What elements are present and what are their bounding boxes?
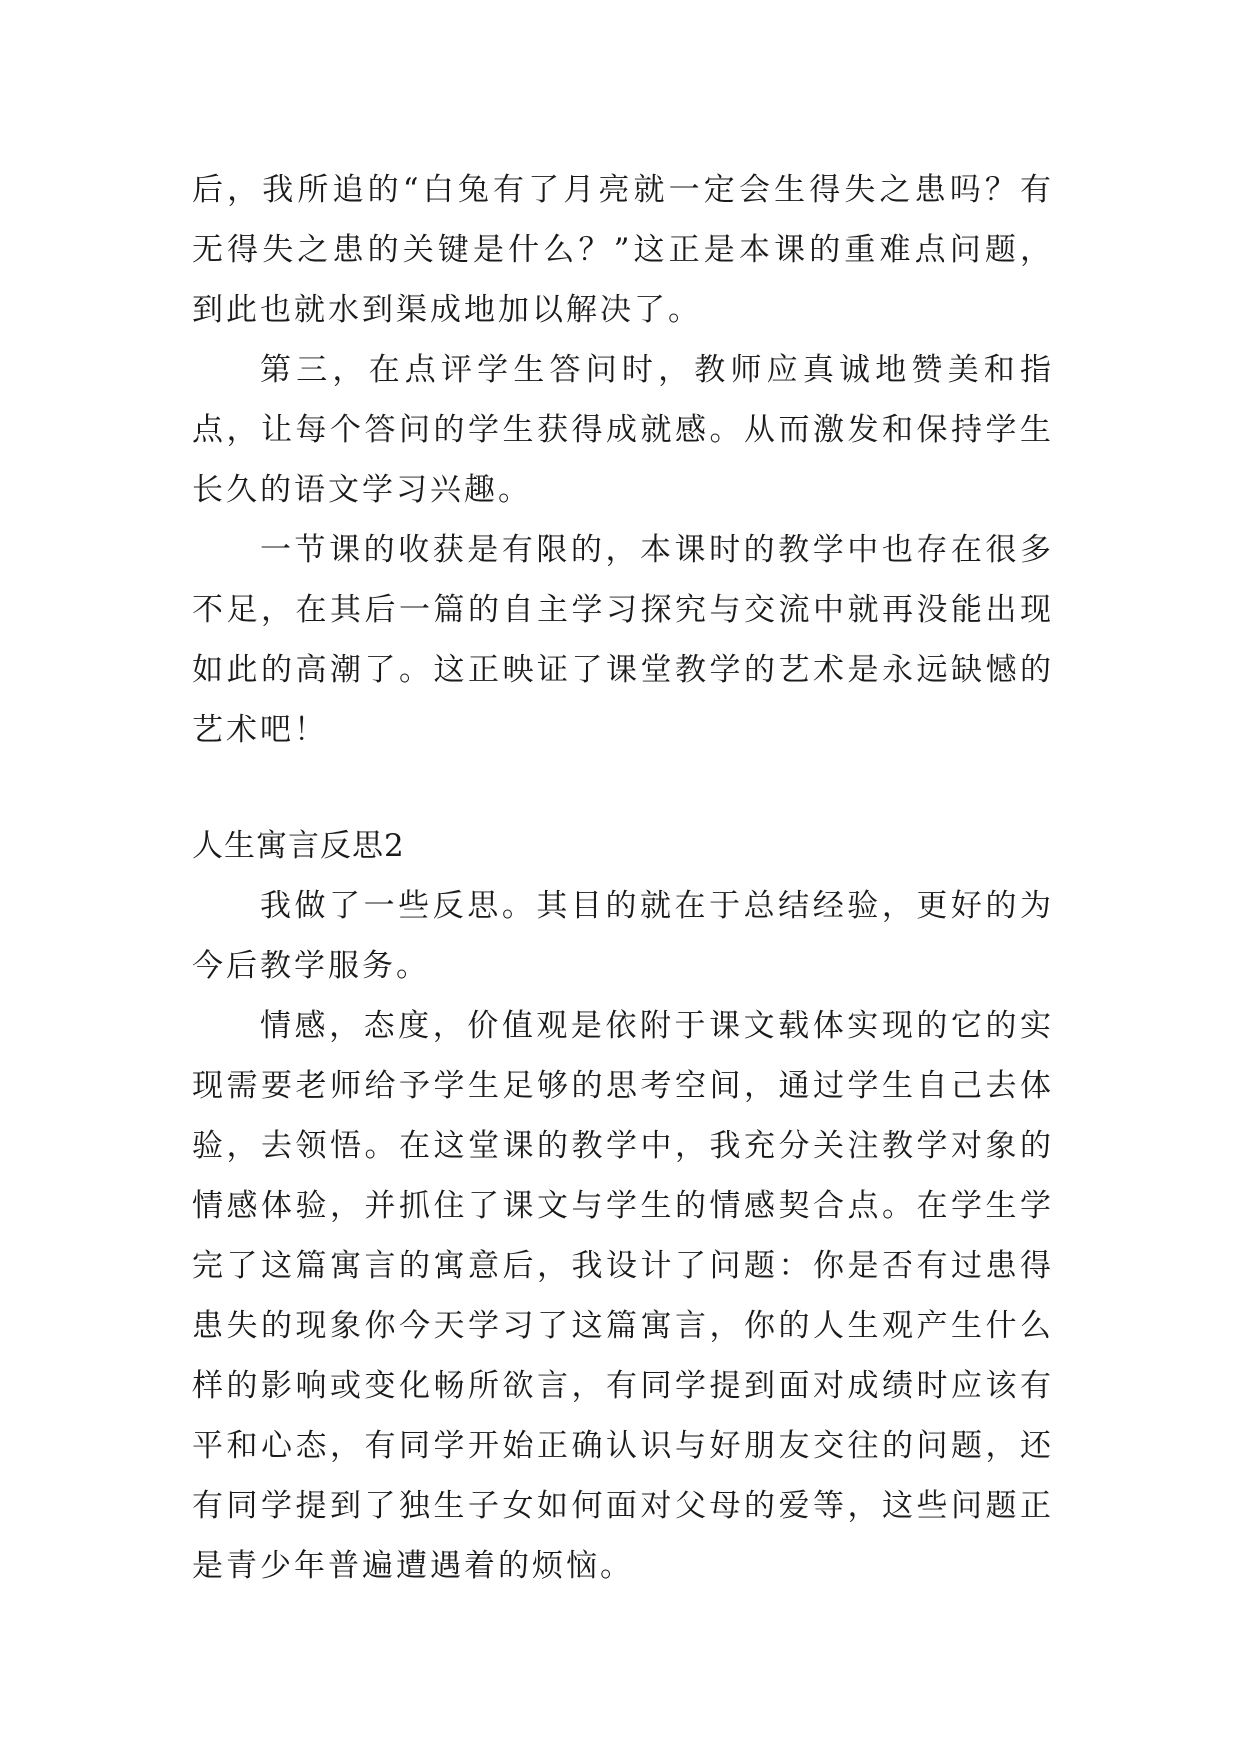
section-heading: 人生寓言反思2	[192, 828, 405, 864]
paragraph-conclusion: 一节课的收获是有限的，本课时的教学中也存在很多不足，在其后一篇的自主学习探究与交流中就再没能出现如此的高潮了。这正映证了课堂教学的艺术是永远缺憾的艺术吧！	[192, 532, 1054, 748]
paragraph-reflection-intro: 我做了一些反思。其目的就在于总结经验，更好的为今后教学服务。	[192, 888, 1054, 984]
paragraph-continuation: 后，我所追的“白兔有了月亮就一定会生得失之患吗？有无得失之患的关键是什么？”这正是本课的重难点问题，到此也就水到渠成地加以解决了。	[192, 172, 1054, 328]
paragraph-reflection-body: 情感，态度，价值观是依附于课文载体实现的它的实现需要老师给予学生足够的思考空间，通过学生自己去体验，去领悟。在这堂课的教学中，我充分关注教学对象的情感体验，并抓住了课文与学生的情感契合点。在学生学完了这篇寓言的寓意后，我设计了问题：你是否有过患得患失的现象你今天学习了这篇寓言，你的人生观产生什么样的影响或变化畅所欲言，有同学提到面对成绩时应该有平和心态，有同学开始正确认识与好朋友交往的问题，还有同学提到了独生子女如何面对父母的爱等，这些问题正是青少年普遍遭遇着的烦恼。	[192, 1008, 1054, 1584]
document-body	[192, 160, 1054, 1596]
paragraph-third-point: 第三，在点评学生答问时，教师应真诚地赞美和指点，让每个答问的学生获得成就感。从而激发和保持学生长久的语文学习兴趣。	[192, 352, 1054, 508]
